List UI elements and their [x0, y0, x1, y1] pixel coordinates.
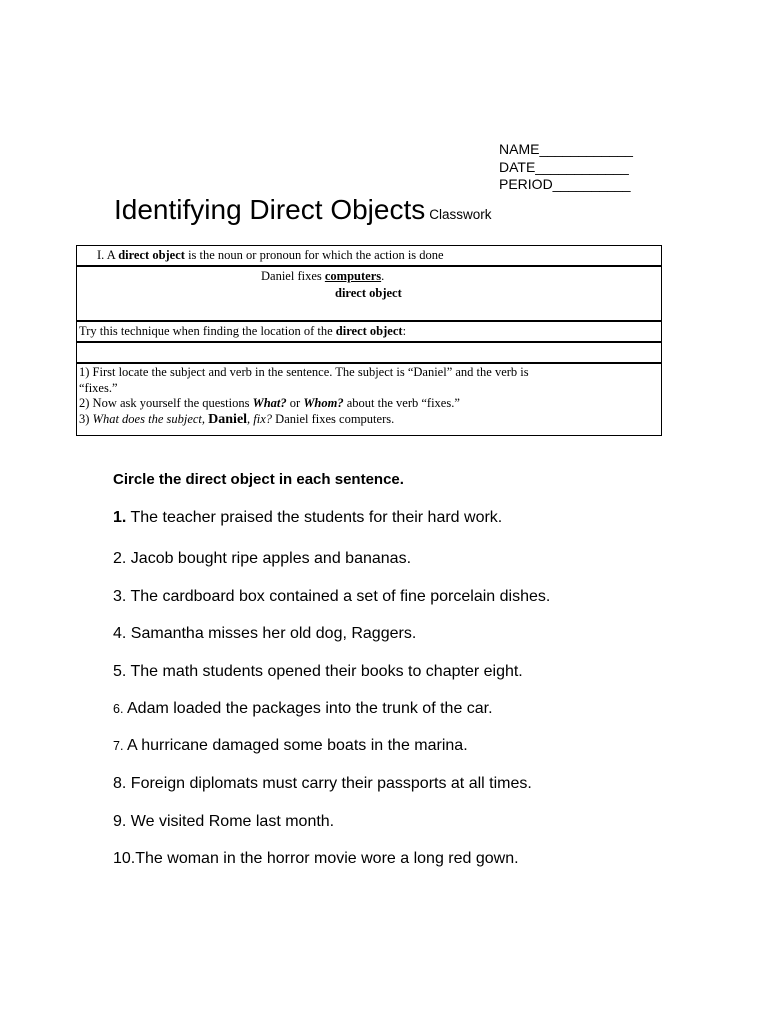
question-10: [113, 850, 519, 868]
question-number: 10.: [113, 850, 136, 867]
technique-row: [76, 321, 662, 342]
question-text[interactable]: The woman in the horror movie wore a long red gown.: [135, 850, 519, 867]
question-text[interactable]: A hurricane damaged some boats in the marina.: [123, 737, 468, 754]
question-number: 3.: [113, 588, 127, 605]
step-2-what: What?: [252, 396, 287, 410]
definition-text: is the noun or pronoun for which the action is done: [184, 248, 444, 262]
question-number: 2.: [113, 550, 127, 567]
question-number: 6.: [113, 702, 124, 716]
blank-row: [76, 342, 662, 363]
question-number: 7.: [113, 739, 124, 753]
question-7: [113, 737, 468, 755]
date-field[interactable]: DATE____________: [499, 158, 629, 175]
question-number: 8.: [113, 775, 127, 792]
steps-row: [76, 363, 662, 436]
question-text[interactable]: Foreign diplomats must carry their passports at all times.: [126, 775, 532, 792]
step-2-or: or: [286, 396, 304, 410]
question-text[interactable]: The teacher praised the students for their hard work.: [126, 509, 503, 526]
question-6: [113, 700, 493, 718]
question-number: 9.: [113, 813, 127, 830]
example-sentence: [261, 269, 384, 284]
step-2-before: 2) Now ask yourself the questions: [79, 396, 253, 410]
step-2-after: about the verb “fixes.”: [343, 396, 460, 410]
question-number: 4.: [113, 625, 127, 642]
period-field[interactable]: PERIOD__________: [499, 176, 631, 192]
question-text[interactable]: Adam loaded the packages into the trunk of the car.: [123, 700, 493, 717]
question-8: [113, 775, 532, 793]
question-text[interactable]: We visited Rome last month.: [126, 813, 335, 830]
step-2: [79, 396, 657, 412]
title-main: Identifying Direct Objects: [114, 194, 426, 225]
title-sub: Classwork: [429, 207, 492, 222]
question-text[interactable]: Samantha misses her old dog, Raggers.: [126, 625, 417, 642]
question-5: [113, 663, 523, 681]
technique-after: :: [402, 324, 407, 338]
step-2-whom: Whom?: [303, 396, 344, 410]
step-3-fix: fix?: [253, 411, 273, 426]
step-3-num: 3): [79, 411, 93, 426]
example-after: .: [381, 269, 385, 283]
step-3: [79, 412, 657, 428]
definition-row: [76, 245, 662, 266]
question-3: [113, 588, 550, 606]
step-1-line-2: “fixes.”: [79, 380, 118, 395]
student-info-fields: [499, 141, 633, 194]
example-before: Daniel fixes: [261, 269, 325, 283]
example-object: computers: [324, 269, 382, 283]
name-field[interactable]: NAME____________: [499, 141, 633, 157]
step-3-comma: ,: [247, 411, 254, 426]
question-9: [113, 813, 334, 831]
question-text[interactable]: Jacob bought ripe apples and bananas.: [126, 550, 412, 567]
question-number: 1.: [113, 509, 127, 526]
page-title: [114, 194, 492, 226]
question-1: [113, 509, 502, 527]
question-4: [113, 625, 416, 643]
question-2: [113, 550, 411, 568]
step-3-answer: Daniel fixes computers.: [272, 411, 395, 426]
example-label: direct object: [335, 286, 402, 300]
technique-before: Try this technique when finding the location of the: [79, 324, 336, 338]
question-text[interactable]: The cardboard box contained a set of fine porcelain dishes.: [126, 588, 551, 605]
question-text[interactable]: The math students opened their books to chapter eight.: [126, 663, 523, 680]
instructions: Circle the direct object in each sentence.: [113, 471, 404, 488]
definition-term: direct object: [118, 248, 185, 262]
example-row: [76, 266, 662, 321]
step-1-line-1: 1) First locate the subject and verb in the sentence. The subject is “Daniel” and the verb is: [79, 365, 529, 379]
definition-prefix: I. A: [97, 248, 119, 262]
question-number: 5.: [113, 663, 127, 680]
step-3-question: What does the subject,: [92, 411, 209, 426]
step-3-name: Daniel: [208, 411, 248, 427]
technique-term: direct object: [335, 324, 403, 338]
